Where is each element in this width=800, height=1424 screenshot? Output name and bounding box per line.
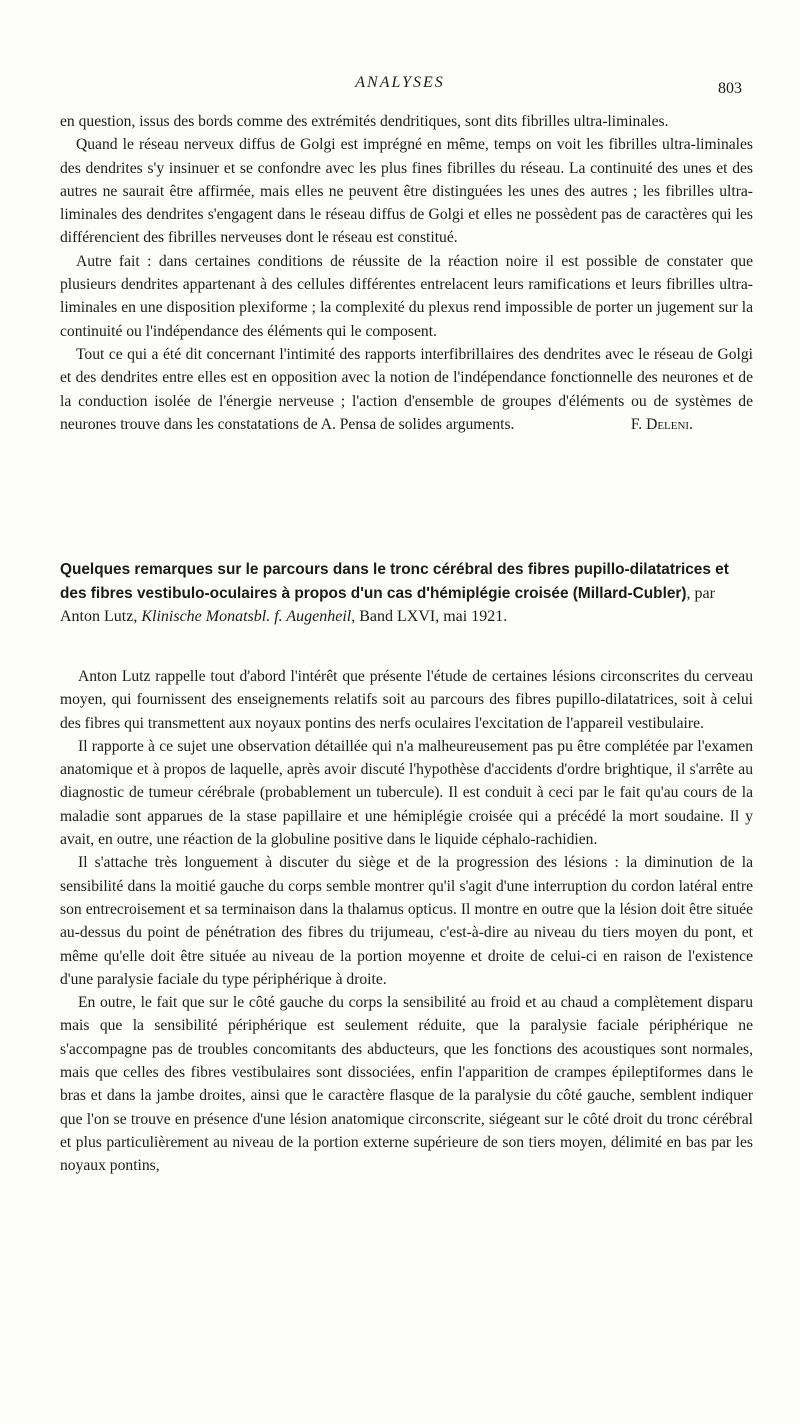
review-two-text xyxy=(60,665,753,1178)
paragraph: Anton Lutz rappelle tout d'abord l'intérêt que présente l'étude de certaines lésions circonscrites du cerveau moyen, qui fournissent des enseignements relatifs soit au parcours des fibres pupillo-dilatatrices, soit à celui des fibres qui transmettent aux noyaux pontins des nerfs oculaires l'excitation de l'appareil vestibulaire. xyxy=(60,668,753,732)
article-author: , par Anton Lutz, xyxy=(60,584,715,625)
paragraph: Il rapporte à ce sujet une observation détaillée qui n'a malheureusement pas pu être complétée par l'examen anatomique et à propos de laquelle, après avoir discuté l'hypothèse d'accidents d'ordre brightique, il s'arrête au diagnostic de tumeur cérébrale (probablement un tubercule). Il est conduit à ceci par le fait qu'au cours de la maladie sont apparues de la stase papillaire et une hémiplégie croisée qui a précédé la mort soudaine. Il y avait, en outre, une réaction de la globuline positive dans le liquide céphalo-rachidien. xyxy=(60,737,753,849)
paragraph: Autre fait : dans certaines conditions de réussite de la réaction noire il est possible de constater que plusieurs dendrites appartenant à des cellules différentes entrelacent leurs ramifications et leurs fibrilles ultra-liminales en une disposition plexiforme ; la complexité du plexus rend impossible de porter un jugement sur la continuité ou l'indépendance des éléments qui le composent. xyxy=(60,252,753,340)
running-head: ANALYSES xyxy=(355,74,445,91)
article-heading xyxy=(60,558,753,629)
reviewer-signature: F. Deleni. xyxy=(630,415,693,433)
paragraph xyxy=(60,343,753,436)
paragraph: En outre, le fait que sur le côté gauche du corps la sensibilité au froid et au chaud a complètement disparu mais que la sensibilité périphérique est seulement réduite, que la paralysie faciale périphérique ne s'accompagne pas de troubles concomitants des abducteurs, que les fonctions des acoustiques sont normales, mais que celles des fibres vestibulaires sont dissociées, enfin l'apparition de crampes épileptiformes dans le bras et dans la jambe droites, ainsi que le caractère flasque de la paralysie du côté gauche, semblent indiquer que l'on se trouve en présence d'une lésion anatomique circonscrite, siégeant sur le côté droit du tronc cérébral et plus particulièrement au niveau de la portion externe supérieure de son tiers moyen, délimité en bas par les noyaux pontins, xyxy=(60,994,753,1175)
review-one-text xyxy=(60,110,753,436)
paragraph: Il s'attache très longuement à discuter du siège et de la progression des lésions : la diminution de la sensibilité dans la moitié gauche du corps semble montrer qu'il s'agit d'une interruption du cordon latéral entre son entrecroisement et sa terminaison dans la thalamus opticus. Il montre en outre que la lésion doit être située au-dessus du point de pénétration des fibres du trijumeau, c'est-à-dire au niveau du tiers moyen du pont, et même qu'elle doit être située au niveau de la portion moyenne et droite de celui-ci en raison de l'existence d'une paralysie faciale du type périphérique à droite. xyxy=(60,854,753,988)
paragraph: Quand le réseau nerveux diffus de Golgi est imprégné en même, temps on voit les fibrilles ultra-liminales des dendrites s'y insinuer et se confondre avec les plus fines fibrilles du réseau. La continuité des unes et des autres ne saurait être affirmée, mais elles ne peuvent être distinguées les unes des autres ; les fibrilles ultra-liminales des dendrites s'engagent dans le réseau diffus de Golgi et elles ne possèdent pas de caractères qui les différencient des fibrilles nerveuses dont le réseau est constitué. xyxy=(60,136,753,247)
article-title: Quelques remarques sur le parcours dans le tronc cérébral des fibres pupillo-dilatatrices et des fibres vestibulo-oculaires à propos d'un cas d'hémiplégie croisée (Millard-Cubler) xyxy=(60,561,729,602)
paragraph-text: Tout ce qui a été dit concernant l'intimité des rapports interfibrillaires des dendrites avec le réseau de Golgi et des dendrites entre elles est en opposition avec la notion de l'indépendance fonctionnelle des neurones et de la conduction isolée de l'énergie nerveuse ; l'action d'ensemble de groupes d'éléments ou de systèmes de neurones trouve dans les constatations de A. Pensa de solides arguments. xyxy=(60,345,753,433)
paragraph: en question, issus des bords comme des extrémités dendritiques, sont dits fibrilles ultra-liminales. xyxy=(60,113,669,130)
page-number: 803 xyxy=(718,80,742,97)
journal-name: Klinische Monatsbl. f. Augenheil xyxy=(141,608,352,625)
journal-volume: , Band LXVI, mai 1921. xyxy=(351,608,508,625)
